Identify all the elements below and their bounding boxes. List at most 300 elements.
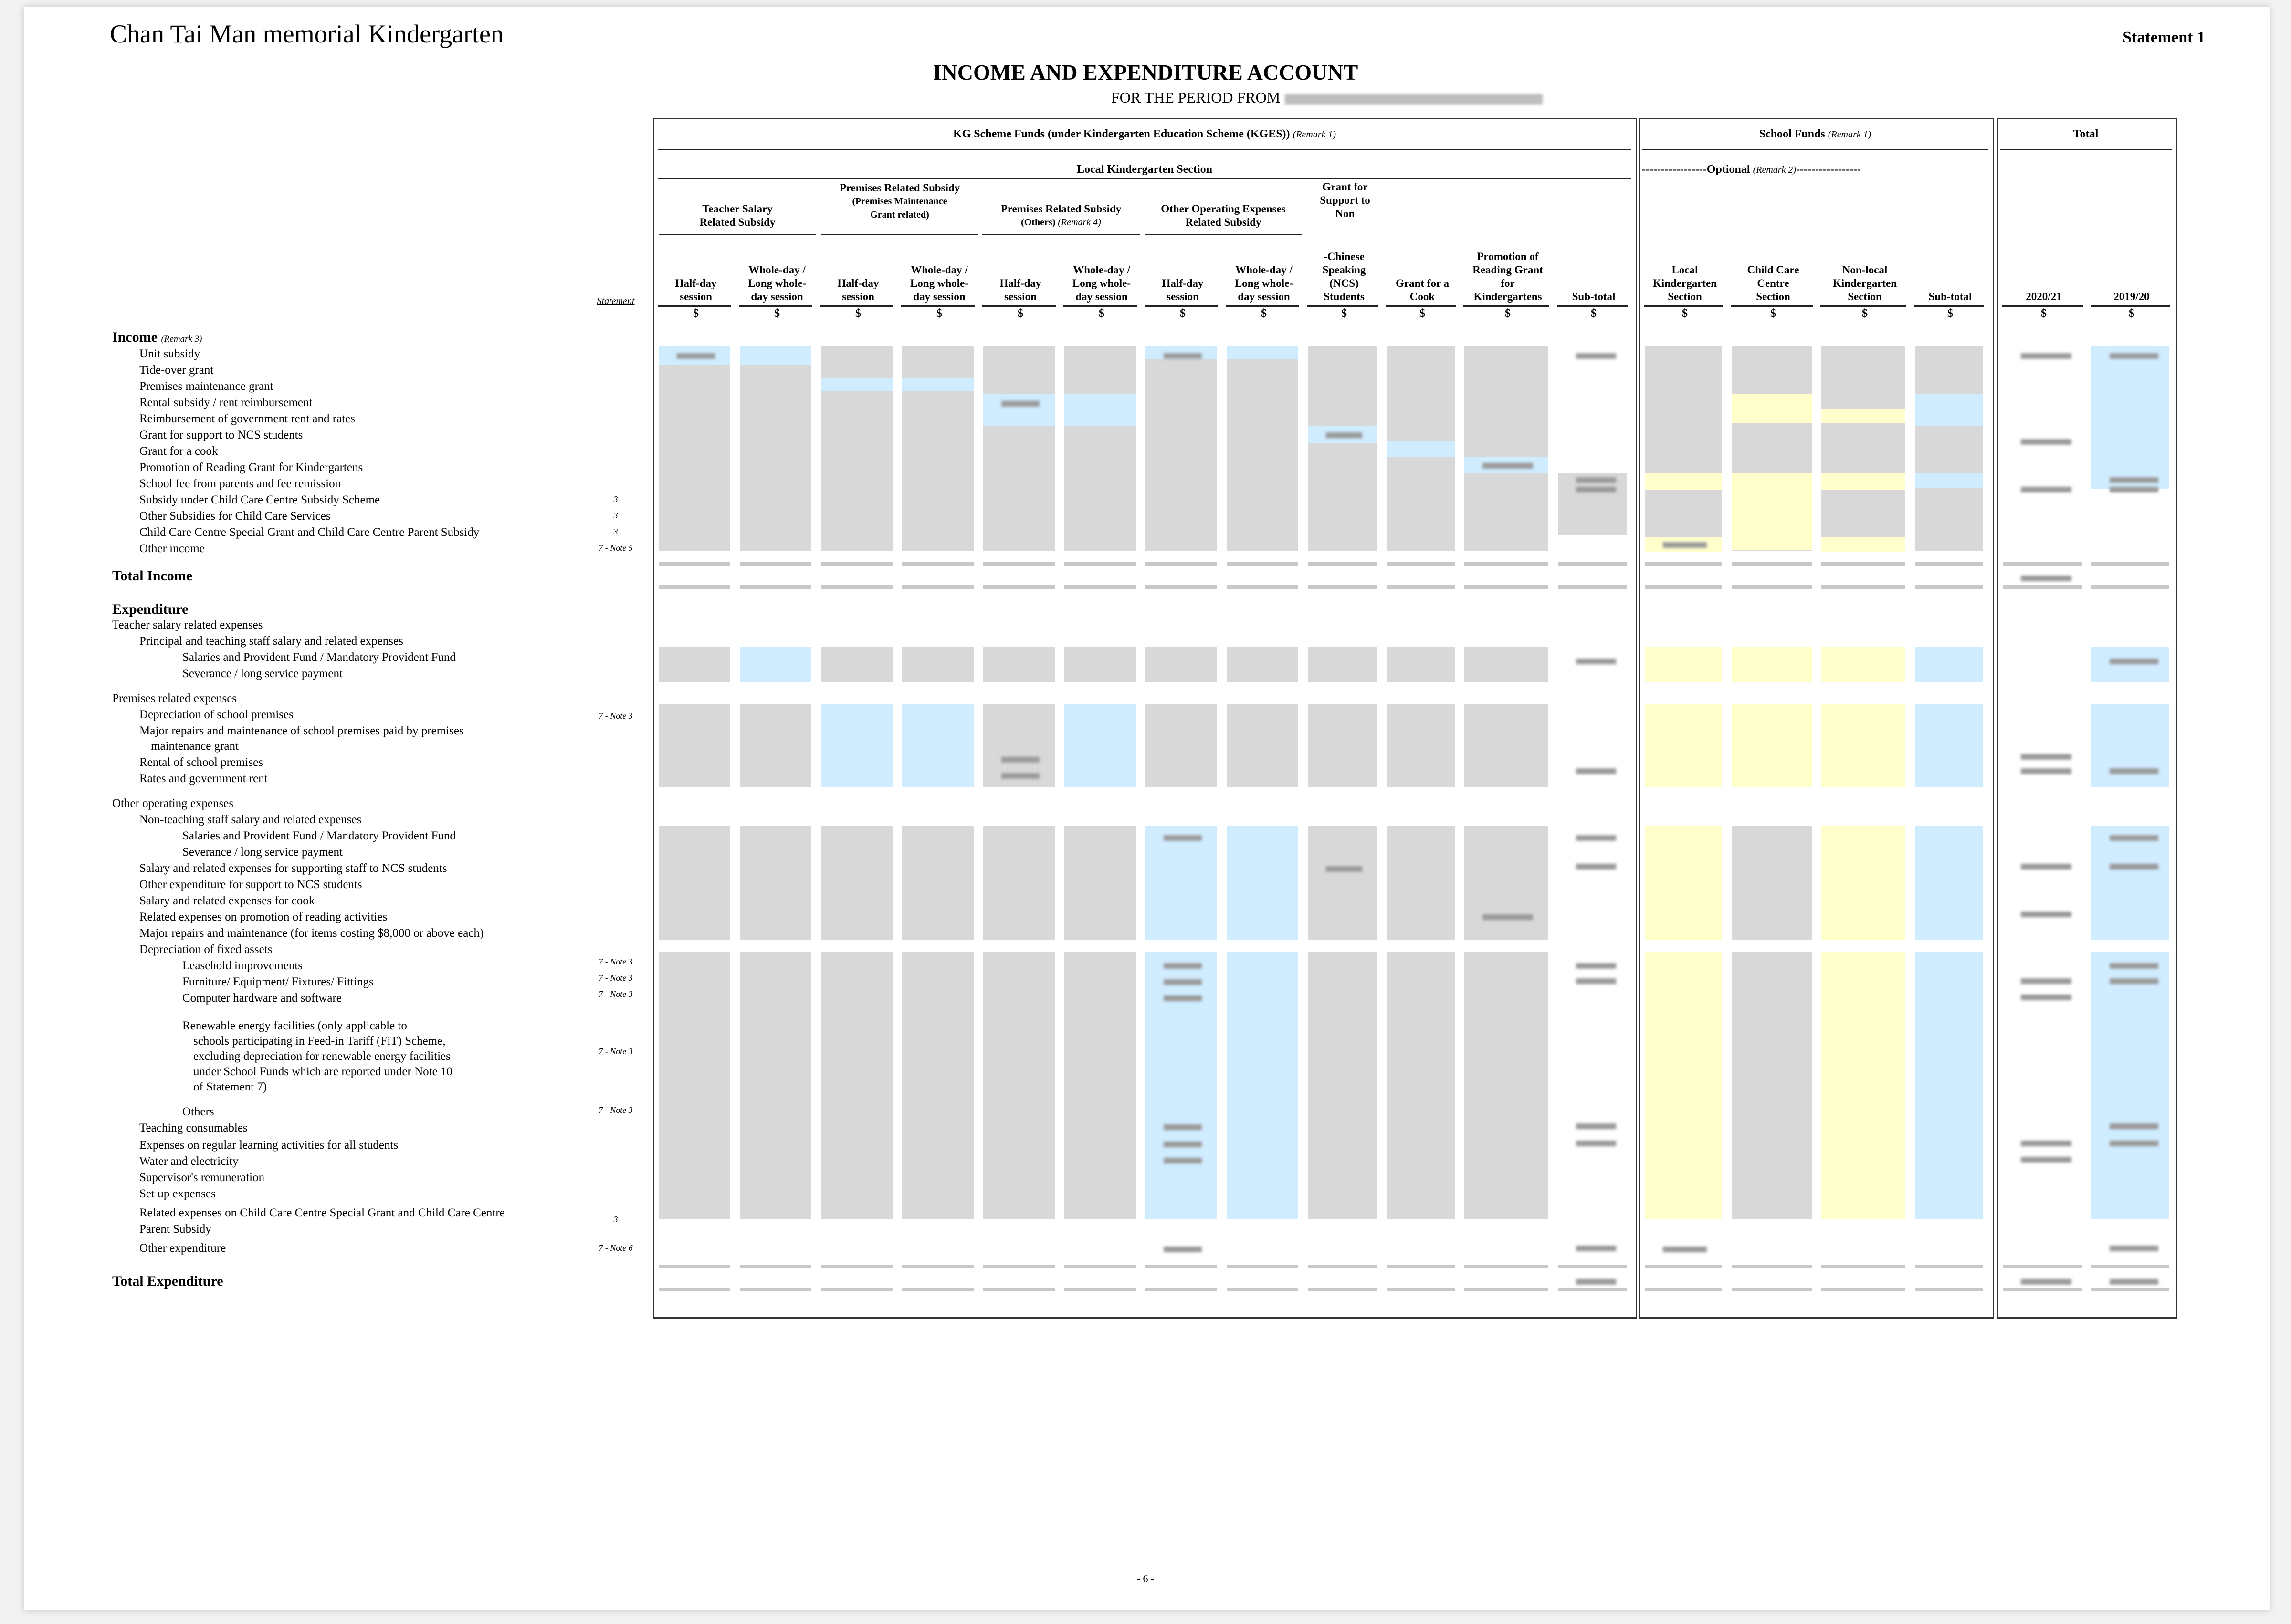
- column-underline: [2091, 305, 2170, 307]
- table-cell: [821, 647, 893, 682]
- column-header: [1731, 263, 1816, 304]
- table-cell: [740, 647, 811, 682]
- column-header-line: day session: [1238, 291, 1290, 303]
- table-cell: [1915, 346, 1983, 551]
- redacted-amount: [2110, 978, 2158, 984]
- column-underline: [1463, 305, 1549, 307]
- column-header-line: Reading Grant: [1472, 264, 1543, 276]
- total-rule-bottom: [1915, 585, 1983, 589]
- column-header-line: day session: [913, 291, 966, 303]
- income-row-label: Other Subsidies for Child Care Services: [139, 510, 331, 523]
- major-repairs-items-label: Major repairs and maintenance (for items costing $8,000 or above each): [139, 927, 484, 940]
- total-rule-bottom: [1308, 585, 1377, 589]
- principal-teaching-staff-label: Principal and teaching staff salary and related expenses: [139, 635, 403, 648]
- income-row-label: School fee from parents and fee remission: [139, 477, 341, 490]
- teacher-salaries-mpf-label: Salaries and Provident Fund / Mandatory Provident Fund: [182, 651, 456, 664]
- teaching-consumables-label: Teaching consumables: [139, 1121, 248, 1134]
- table-cell: [659, 952, 730, 1219]
- redacted-amount: [1576, 978, 1616, 984]
- redacted-amount: [1164, 1142, 1202, 1147]
- column-underline: [1145, 305, 1218, 307]
- table-cell: [1645, 647, 1722, 682]
- table-cell: [1387, 704, 1455, 787]
- total-rule-top: [659, 562, 730, 566]
- dollar-sign: $: [2041, 307, 2047, 320]
- table-cell: [983, 952, 1055, 1219]
- redacted-amount: [2021, 864, 2071, 870]
- ccc-grant-label-1: Related expenses on Child Care Centre Special Grant and Child Care Centre: [139, 1206, 505, 1219]
- total-rule-top: [821, 562, 893, 566]
- cook-label: Salary and related expenses for cook: [139, 894, 315, 907]
- redacted-amount: [1326, 432, 1362, 438]
- computer-label: Computer hardware and software: [182, 992, 342, 1005]
- total-rule-top: [983, 562, 1055, 566]
- major-repairs-label-2: maintenance grant: [151, 740, 239, 753]
- table-cell: [2091, 704, 2169, 787]
- income-row-label: Grant for a cook: [139, 445, 218, 458]
- redacted-amount: [1001, 401, 1040, 407]
- income-row-ref: 3: [613, 527, 618, 536]
- total-rule-bottom: [1732, 1288, 1812, 1291]
- total-rule-top: [821, 1265, 893, 1268]
- table-cell-highlight: [1064, 394, 1136, 426]
- report-title: INCOME AND EXPENDITURE ACCOUNT: [933, 60, 1358, 84]
- table-cell: [740, 826, 811, 940]
- column-header-line: Kindergarten: [1652, 277, 1717, 289]
- column-header: [2002, 290, 2086, 304]
- table-cell: [1464, 826, 1548, 940]
- reading-label: Related expenses on promotion of reading activities: [139, 911, 388, 923]
- table-cell: [740, 704, 811, 787]
- dollar-sign: $: [855, 307, 861, 320]
- school-funds-header: School Funds (Remark 1): [1759, 128, 1871, 140]
- redacted-amount: [2110, 1246, 2158, 1251]
- redacted-amount: [2021, 995, 2071, 1000]
- redacted-amount: [1663, 1247, 1707, 1252]
- dollar-sign: $: [1419, 307, 1425, 320]
- redacted-amount: [2021, 912, 2071, 917]
- table-cell: [1464, 647, 1548, 682]
- optional-header: -----------------Optional (Remark 2)-----------------: [1642, 163, 1861, 176]
- column-header: [1463, 250, 1552, 304]
- redacted-amount: [2110, 659, 2158, 664]
- column-underline: [1644, 305, 1723, 307]
- column-header: [901, 263, 977, 304]
- column-header-line: Kindergarten: [1832, 277, 1897, 289]
- redacted-amount: [1576, 864, 1616, 870]
- column-header-line: day session: [1075, 291, 1128, 303]
- column-header-line: 2020/21: [2026, 291, 2062, 303]
- total-rule-bottom: [1146, 585, 1217, 589]
- column-underline: [1557, 305, 1628, 307]
- statement-number: Statement 1: [2123, 29, 2205, 46]
- column-underline: [820, 305, 893, 307]
- redacted-amount: [1164, 353, 1202, 359]
- dollar-sign: $: [936, 307, 942, 320]
- column-underline: [1307, 305, 1378, 307]
- column-header-line: Section: [1668, 291, 1702, 303]
- dollar-sign: $: [1947, 307, 1953, 320]
- redacted-amount: [1164, 995, 1202, 1001]
- total-rule-top: [1464, 1265, 1548, 1268]
- ncs-other-label: Other expenditure for support to NCS students: [139, 878, 362, 891]
- depreciation-fixed-label: Depreciation of fixed assets: [139, 943, 273, 956]
- redacted-amount: [1663, 542, 1707, 548]
- ccc-grant-label-2: Parent Subsidy: [139, 1223, 211, 1236]
- table-cell: [2091, 952, 2169, 1219]
- total-rule-bottom: [1387, 585, 1455, 589]
- redacted-amount: [2021, 439, 2071, 445]
- total-rule-bottom: [740, 1288, 811, 1291]
- redacted-amount: [1164, 1124, 1202, 1130]
- dollar-sign: $: [2129, 307, 2134, 320]
- renewable-label-5: of Statement 7): [193, 1080, 267, 1093]
- total-rule-bottom: [1558, 585, 1627, 589]
- table-cell: [1732, 826, 1812, 940]
- total-rule-bottom: [1227, 585, 1298, 589]
- table-cell: [2091, 826, 2169, 940]
- column-underline: [982, 305, 1056, 307]
- column-header: [658, 277, 734, 304]
- teacher-salary-related-label: Teacher salary related expenses: [112, 618, 263, 631]
- redacted-amount: [1164, 835, 1202, 841]
- column-header-line: Long whole-: [1234, 277, 1293, 289]
- total-rule-bottom: [659, 1288, 730, 1291]
- redacted-amount: [2021, 768, 2071, 774]
- total-rule-top: [1387, 562, 1455, 566]
- period-label: FOR THE PERIOD FROM: [1111, 89, 1281, 106]
- total-rule-top: [1645, 1265, 1722, 1268]
- table-cell: [1308, 826, 1377, 940]
- redacted-period: [1285, 94, 1543, 105]
- redacted-amount: [1576, 835, 1616, 841]
- income-row-label: Premises maintenance grant: [139, 380, 273, 393]
- table-cell-highlight: [1387, 441, 1455, 457]
- total-rule-top: [1146, 1265, 1217, 1268]
- table-cell-highlight: [1821, 537, 1905, 552]
- column-underline: [1820, 305, 1906, 307]
- table-cell: [659, 704, 730, 787]
- column-header-line: Sub-total: [1928, 291, 1972, 303]
- total-rule-bottom: [1387, 1288, 1455, 1291]
- table-cell: [1308, 952, 1377, 1219]
- table-cell: [1915, 952, 1983, 1219]
- column-header-line: (NCS): [1329, 277, 1359, 289]
- redacted-amount: [1001, 757, 1040, 763]
- leasehold-label: Leasehold improvements: [182, 959, 303, 972]
- total-rule-bottom: [740, 585, 811, 589]
- column-header-line: day session: [751, 291, 803, 303]
- column-header-line: session: [1167, 291, 1199, 303]
- table-cell: [1064, 952, 1136, 1219]
- total-rule-bottom: [983, 1288, 1055, 1291]
- table-cell: [1821, 647, 1905, 682]
- total-rule-top: [659, 1265, 730, 1268]
- table-cell: [1308, 704, 1377, 787]
- total-rule-top: [1308, 562, 1377, 566]
- table-cell: [1645, 826, 1722, 940]
- column-header: [982, 277, 1059, 304]
- total-rule-top: [1146, 562, 1217, 566]
- total-rule-bottom: [1645, 1288, 1722, 1291]
- income-heading: Income (Remark 3): [112, 329, 202, 345]
- table-cell-highlight: [983, 394, 1055, 426]
- dollar-sign: $: [1505, 307, 1511, 320]
- column-underline: [739, 305, 812, 307]
- table-cell: [1464, 346, 1548, 551]
- ref-furniture: 7 - Note 3: [599, 973, 633, 983]
- total-rule-bottom: [1064, 1288, 1136, 1291]
- table-cell: [659, 826, 730, 940]
- table-cell: [902, 346, 974, 551]
- redacted-amount: [1576, 768, 1616, 774]
- supervisor-label: Supervisor's remuneration: [139, 1171, 265, 1184]
- redacted-amount: [2110, 864, 2158, 870]
- column-header: [1644, 263, 1726, 304]
- ref-depreciation-premises: 7 - Note 3: [599, 711, 633, 721]
- column-header: [739, 263, 815, 304]
- other-expenditure-label: Other expenditure: [139, 1242, 226, 1255]
- column-header-line: for: [1501, 277, 1515, 289]
- renewable-label-4: under School Funds which are reported under Note 10: [193, 1065, 452, 1078]
- table-cell: [1645, 952, 1722, 1219]
- column-header-line: Section: [1756, 291, 1790, 303]
- column-header: [1914, 290, 1986, 304]
- redacted-amount: [1576, 477, 1616, 483]
- column-header: [1820, 263, 1909, 304]
- total-rule-bottom: [2003, 1288, 2082, 1291]
- total-rule-bottom: [659, 585, 730, 589]
- total-rule-bottom: [1464, 1288, 1548, 1291]
- total-rule-bottom: [1821, 585, 1905, 589]
- redacted-amount: [2110, 487, 2158, 492]
- furniture-label: Furniture/ Equipment/ Fixtures/ Fittings: [182, 975, 374, 988]
- report-period: [1111, 89, 1543, 106]
- table-cell: [1227, 826, 1298, 940]
- rental-premises-label: Rental of school premises: [139, 756, 263, 769]
- total-rule-top: [1387, 1265, 1455, 1268]
- income-row-ref: 3: [613, 511, 618, 520]
- column-header: [1557, 290, 1630, 304]
- redacted-amount: [1326, 866, 1362, 872]
- income-row-ref: 3: [613, 494, 618, 504]
- table-cell: [1732, 647, 1812, 682]
- group-teacher-salary: Teacher Salary Related Subsidy: [699, 203, 776, 228]
- column-header-line: Section: [1848, 291, 1882, 303]
- column-underline: [658, 305, 731, 307]
- table-cell: [983, 346, 1055, 551]
- table-cell: [1064, 704, 1136, 787]
- table-cell: [1821, 826, 1905, 940]
- table-cell: [659, 647, 730, 682]
- total-rule-bottom: [1227, 1288, 1298, 1291]
- table-cell: [1915, 826, 1983, 940]
- income-row-label: Promotion of Reading Grant for Kindergartens: [139, 461, 363, 474]
- ref-renewable: 7 - Note 3: [599, 1047, 633, 1056]
- column-header: [1145, 277, 1221, 304]
- column-underline: [2002, 305, 2083, 307]
- table-cell-highlight: [1732, 394, 1812, 423]
- table-cell: [821, 704, 893, 787]
- total-income-label: Total Income: [112, 568, 193, 584]
- column-header-line: Whole-day /: [1235, 264, 1293, 276]
- kg-funds-header: KG Scheme Funds (under Kindergarten Education Scheme (KGES)) (Remark 1): [953, 128, 1336, 140]
- redacted-amount: [1576, 1279, 1616, 1285]
- ref-others: 7 - Note 3: [599, 1105, 633, 1115]
- redacted-amount: [1482, 914, 1533, 920]
- renewable-label-2: schools participating in Feed-in Tariff (FiT) Scheme,: [193, 1035, 446, 1048]
- statement-column-header: Statement: [597, 296, 635, 306]
- column-underline: [1063, 305, 1137, 307]
- total-rule-top: [1821, 1265, 1905, 1268]
- redacted-amount: [1482, 463, 1533, 469]
- column-header-line: Centre: [1757, 277, 1789, 289]
- column-underline: [901, 305, 975, 307]
- total-rule-bottom: [1308, 1288, 1377, 1291]
- ref-ccc-grant: 3: [613, 1215, 618, 1224]
- redacted-amount: [1576, 1141, 1616, 1146]
- total-rule-bottom: [2091, 1288, 2169, 1291]
- total-rule-top: [902, 1265, 974, 1268]
- total-expenditure-label: Total Expenditure: [112, 1273, 223, 1289]
- total-rule-bottom: [1645, 585, 1722, 589]
- total-rule-bottom: [902, 1288, 974, 1291]
- table-cell: [902, 826, 974, 940]
- total-rule-top: [740, 562, 811, 566]
- table-cell: [902, 704, 974, 787]
- table-cell-highlight: [1821, 409, 1905, 423]
- page-number: - 6 -: [1136, 1572, 1155, 1584]
- total-rule-top: [1558, 562, 1627, 566]
- table-cell: [1821, 704, 1905, 787]
- redacted-amount: [2021, 1157, 2071, 1163]
- group-ncs-support: Grant for Support to Non: [1320, 181, 1370, 220]
- group-premises-maintenance: Premises Related Subsidy (Premises Maintenance Grant related): [839, 182, 960, 220]
- renewable-label-1: Renewable energy facilities (only applicable to: [182, 1019, 407, 1032]
- redacted-amount: [1576, 963, 1616, 969]
- table-cell: [1308, 346, 1377, 551]
- dollar-sign: $: [1770, 307, 1776, 320]
- table-cell-highlight: [821, 378, 893, 391]
- table-cell: [1464, 952, 1548, 1219]
- total-rule-top: [1227, 562, 1298, 566]
- column-header-line: Cook: [1409, 291, 1435, 303]
- column-header-line: -Chinese: [1324, 251, 1365, 262]
- table-cell: [740, 346, 811, 551]
- dollar-sign: $: [774, 307, 780, 320]
- column-header-line: Non-local: [1842, 264, 1888, 276]
- redacted-amount: [1164, 1247, 1202, 1252]
- total-rule-bottom: [821, 1288, 893, 1291]
- renewable-label-3: excluding depreciation for renewable energy facilities: [193, 1050, 451, 1063]
- table-cell: [1064, 346, 1136, 551]
- column-header-line: session: [680, 291, 712, 303]
- others-label: Others: [182, 1105, 214, 1118]
- total-rule-top: [1064, 1265, 1136, 1268]
- income-row-label: Subsidy under Child Care Centre Subsidy Scheme: [139, 493, 380, 506]
- redacted-amount: [2110, 963, 2158, 969]
- column-underline: [1731, 305, 1813, 307]
- redacted-amount: [1001, 773, 1040, 779]
- redacted-amount: [2021, 754, 2071, 760]
- income-row-label: Tide-over grant: [139, 364, 214, 377]
- income-row-label: Reimbursement of government rent and rates: [139, 412, 355, 425]
- total-rule-top: [1227, 1265, 1298, 1268]
- income-row-label: Rental subsidy / rent reimbursement: [139, 396, 313, 409]
- table-cell: [1227, 952, 1298, 1219]
- total-rule-bottom: [1558, 1288, 1627, 1291]
- table-cell-highlight: [1915, 473, 1983, 488]
- column-header-line: Half-day: [837, 277, 879, 289]
- local-kindergarten-section-header: Local Kindergarten Section: [1077, 163, 1212, 176]
- table-cell: [1915, 647, 1983, 682]
- table-cell: [821, 346, 893, 551]
- total-rule-top: [1558, 1265, 1627, 1268]
- column-header-line: Half-day: [999, 277, 1041, 289]
- table-cell: [1227, 647, 1298, 682]
- table-cell: [1915, 704, 1983, 787]
- column-header-line: Child Care: [1747, 264, 1799, 276]
- total-rule-bottom: [983, 585, 1055, 589]
- major-repairs-label: Major repairs and maintenance of school premises paid by premises: [139, 724, 464, 737]
- table-cell: [1464, 704, 1548, 787]
- column-underline: [1226, 305, 1299, 307]
- table-cell-highlight: [1645, 473, 1722, 490]
- ref-computer: 7 - Note 3: [599, 989, 633, 999]
- table-cell: [2091, 647, 2169, 682]
- total-rule-top: [1732, 562, 1812, 566]
- table-cell: [1227, 346, 1298, 551]
- column-header: [820, 277, 896, 304]
- total-rule-bottom: [1064, 585, 1136, 589]
- rates-label: Rates and government rent: [139, 772, 268, 785]
- ref-leasehold: 7 - Note 3: [599, 957, 633, 966]
- table-cell: [1227, 704, 1298, 787]
- total-rule-top: [1308, 1265, 1377, 1268]
- redacted-amount: [2110, 1279, 2158, 1285]
- total-rule-top: [1732, 1265, 1812, 1268]
- table-cell: [1146, 346, 1217, 551]
- redacted-amount: [1164, 1158, 1202, 1163]
- column-header: [1307, 250, 1381, 304]
- group-other-operating: Other Operating Expenses Related Subsidy: [1161, 203, 1286, 228]
- total-rule-bottom: [2003, 585, 2082, 589]
- dollar-sign: $: [1682, 307, 1688, 320]
- table-cell: [1146, 704, 1217, 787]
- column-header-line: 2019/20: [2113, 291, 2150, 303]
- ref-other-expenditure: 7 - Note 6: [599, 1243, 633, 1253]
- redacted-amount: [2110, 477, 2158, 483]
- ncs-staff-label: Salary and related expenses for supporting staff to NCS students: [139, 862, 447, 875]
- column-underline: [1386, 305, 1456, 307]
- table-cell: [1387, 952, 1455, 1219]
- table-cell: [1645, 704, 1722, 787]
- table-cell: [1645, 346, 1722, 551]
- depreciation-premises-label: Depreciation of school premises: [139, 708, 294, 721]
- table-cell: [659, 346, 730, 551]
- column-header-line: Long whole-: [1072, 277, 1131, 289]
- total-rule-top: [1645, 562, 1722, 566]
- total-rule-top: [1915, 1265, 1983, 1268]
- column-header-line: Local: [1671, 264, 1698, 276]
- table-cell: [1387, 826, 1455, 940]
- redacted-amount: [2021, 1141, 2071, 1146]
- dollar-sign: $: [1591, 307, 1597, 320]
- redacted-amount: [2021, 576, 2071, 581]
- learning-activities-label: Expenses on regular learning activities for all students: [139, 1139, 399, 1152]
- table-cell: [983, 826, 1055, 940]
- table-cell: [821, 826, 893, 940]
